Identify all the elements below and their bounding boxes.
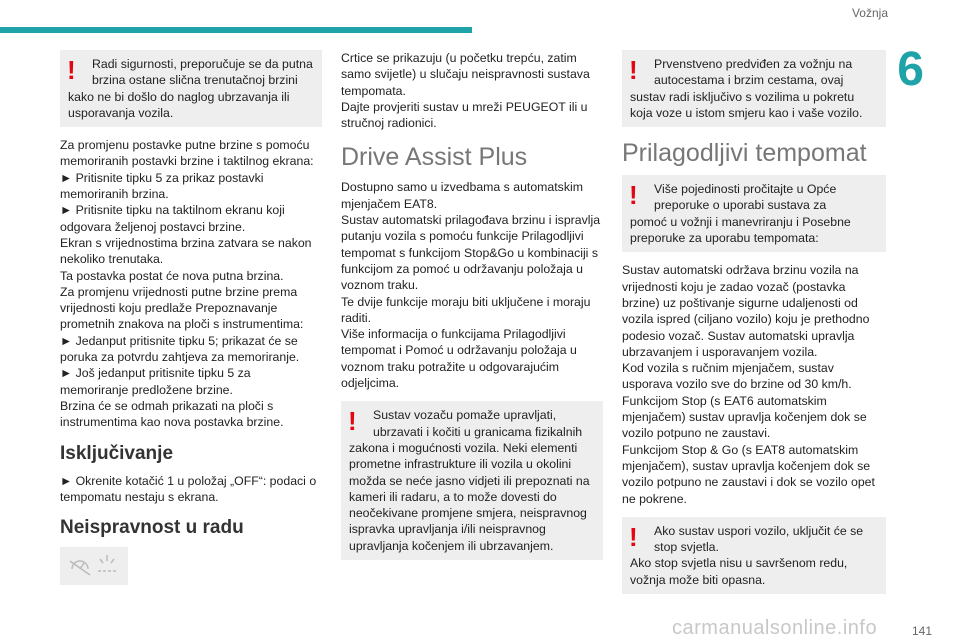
paragraph: Više informacija o funkcijama Prilagodljivi tempomat i Pomoć u održavanju položaja u voznom traku potražite u odgovarajućim odjeljcima. bbox=[341, 327, 577, 391]
note-text: Sustav vozaču pomaže upravljati, ubrzavati i kočiti u granicama fizikalnih bbox=[373, 408, 583, 439]
paragraph: Sustav automatski prilagođava brzinu i ispravlja putanju vozila s pomoću funkcije Prilagodljivi tempomat s funkcijom Stop&Go u kombinaciji s funkcijom za pomoć u održavanju položaja u voznom traku. bbox=[341, 213, 601, 293]
warning-note bbox=[622, 175, 886, 252]
paragraph: Sustav automatski održava brzinu vozila na vrijednosti koju je zadao vozač (postavka brzine) uz poštivanje sigurne udaljenosti od vozila ispred (ciljano vozilo) koju je prethodno podesio vozač. Sustav automatski upravlja ubrzavanjem i usporavanjem vozila. bbox=[622, 263, 870, 359]
warning-icon: ! bbox=[67, 55, 76, 85]
warning-icon: ! bbox=[629, 55, 638, 85]
header-accent-bar bbox=[0, 27, 472, 33]
warning-note bbox=[341, 401, 603, 560]
section-title: Vožnja bbox=[851, 6, 888, 20]
heading-off: Isključivanje bbox=[60, 442, 174, 464]
paragraph: Dostupno samo u izvedbama s automatskim mjenjačem EAT8. bbox=[341, 180, 583, 211]
warning-note bbox=[622, 517, 886, 594]
note-text: sustav radi isključivo s vozilima u pokretu koja voze u istom smjeru kao i vaše vozilo. bbox=[630, 89, 863, 120]
watermark: carmanualsonline.info bbox=[672, 617, 878, 639]
paragraph: Kod vozila s ručnim mjenjačem, sustav usporava vozilo sve do brzine od 30 km/h. bbox=[622, 361, 852, 392]
note-text: Ako stop svjetla nisu u savršenom redu, vožnja može biti opasna. bbox=[630, 556, 848, 587]
bullet: ► Pritisnite tipku na taktilnom ekranu koji odgovara željenoj postavci brzine. bbox=[60, 203, 285, 234]
note-text: Više pojedinosti pročitajte u Opće preporuke o uporabi sustava za bbox=[654, 182, 837, 213]
note-text: Radi sigurnosti, preporučuje se da putna brzina ostane slična trenutačnoj brzini bbox=[92, 57, 313, 88]
paragraph: Funkcijom Stop & Go (s EAT8 automatskim mjenjačem), sustav upravlja kočenjem dok se vozilo potpuno ne zaustavi i dok se vozilo opet ne pokrene. bbox=[622, 442, 875, 506]
paragraph: Za promjenu vrijednosti putne brzine prema vrijednosti koju predlaže Prepoznavanje prometnih znakova na ploči s instrumentima: bbox=[60, 284, 304, 332]
bullet: ► Jedanput pritisnite tipku 5; prikazat će se poruka za potvrdu zahtjeva za memoriranje. bbox=[60, 333, 300, 365]
page-number: 141 bbox=[911, 624, 932, 638]
cruise-fault-icon bbox=[60, 547, 128, 585]
warning-icon: ! bbox=[629, 180, 638, 211]
paragraph: Brzina će se odmah prikazati na ploči s instrumentima kao nova postavka brzine. bbox=[60, 398, 284, 430]
warning-note bbox=[60, 50, 322, 127]
note-text: zakona i mogućnosti vozila. Neki elementi prometne infrastrukture ili vozila u okolini možda se neće jasno vidjeti ili prepoznati na kameri ili radaru, a to može dovesti do neočekivane promjene smjera, neispravnog ispravka upravljanja i/ili neispravnog upravljanja kočenjem ili ubrzavanjem. bbox=[349, 440, 590, 553]
bullet: ► Još jedanput pritisnite tipku 5 za memoriranje predložene brzine. bbox=[60, 366, 251, 397]
paragraph: Ta postavka postat će nova putna brzina. bbox=[60, 268, 284, 283]
warning-icon: ! bbox=[348, 406, 357, 437]
heading-adaptive-cruise: Prilagodljivi tempomat bbox=[622, 139, 867, 168]
column-2 bbox=[341, 50, 603, 570]
warning-note bbox=[622, 50, 886, 127]
chapter-number: 6 bbox=[897, 43, 924, 96]
column-3 bbox=[622, 50, 886, 604]
paragraph: Ekran s vrijednostima brzina zatvara se nakon nekoliko trenutaka. bbox=[60, 235, 312, 267]
column-1 bbox=[60, 50, 322, 585]
paragraph: Za promjenu postavke putne brzine s pomoću memoriranih postavki brzine i taktilnog ekrana: bbox=[60, 138, 314, 169]
heading-drive-assist-plus: Drive Assist Plus bbox=[341, 143, 528, 172]
paragraph: Funkcijom Stop (s EAT6 automatskim mjenjačem) sustav upravlja kočenjem dok se vozilo potpuno ne zaustavi. bbox=[622, 393, 867, 441]
paragraph: Dajte provjeriti sustav u mreži PEUGEOT ili u stručnoj radionici. bbox=[341, 99, 588, 131]
heading-fault: Neispravnost u radu bbox=[60, 517, 244, 539]
note-text: Prvenstveno predviđen za vožnju na autocestama i brzim cestama, ovaj bbox=[654, 57, 853, 88]
note-text: pomoć u vožnji i manevriranju i Posebne preporuke za uporabu tempomata: bbox=[630, 214, 851, 246]
bullet: ► Pritisnite tipku 5 za prikaz postavki memoriranih brzina. bbox=[60, 170, 264, 202]
paragraph: Crtice se prikazuju (u početku trepću, zatim samo svijetle) u slučaju neispravnosti sustava tempomata. bbox=[341, 51, 590, 98]
paragraph: Te dvije funkcije moraju biti uključene i moraju raditi. bbox=[341, 294, 591, 325]
warning-icon: ! bbox=[629, 521, 638, 552]
bullet: ► Okrenite kotačić 1 u položaj „OFF“: podaci o tempomatu nestaju s ekrana. bbox=[60, 473, 317, 504]
note-text: kako ne bi došlo do naglog ubrzavanja ili usporavanja vozila. bbox=[68, 89, 290, 120]
note-text: Ako sustav uspori vozilo, uključit će se stop svjetla. bbox=[654, 523, 864, 555]
